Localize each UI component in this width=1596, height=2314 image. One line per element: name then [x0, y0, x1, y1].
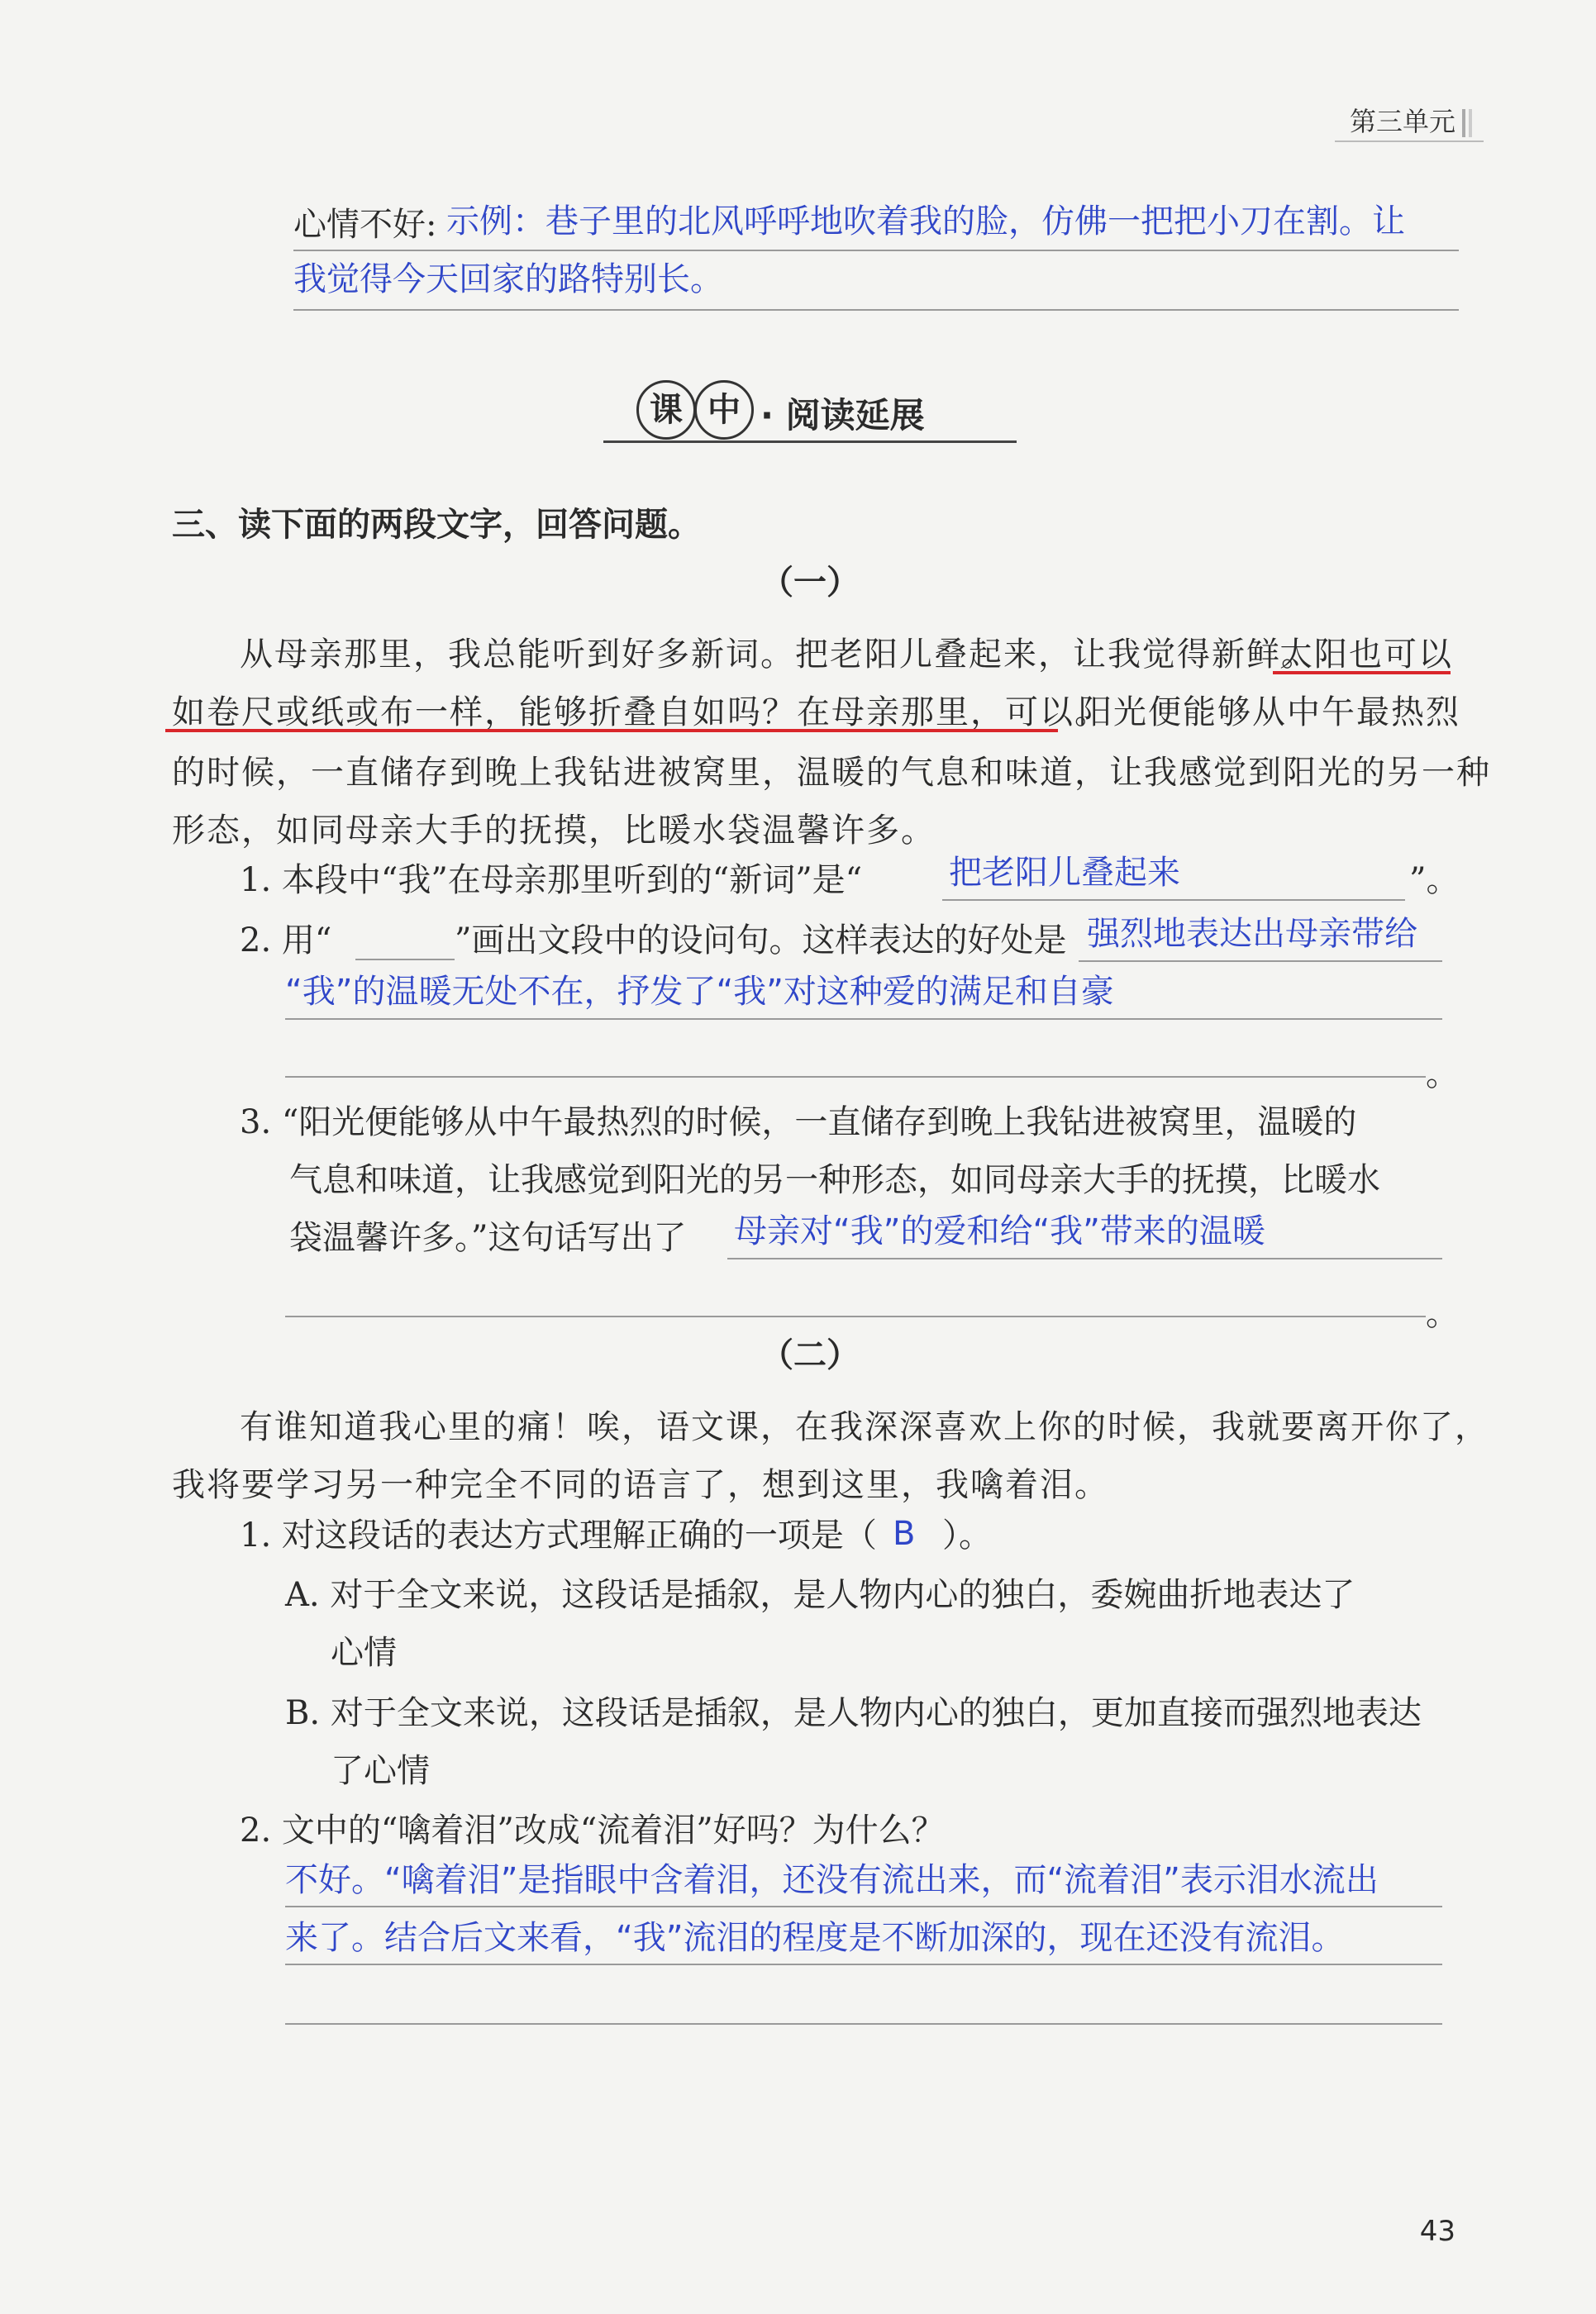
answer-line — [285, 1316, 1426, 1317]
section-banner — [595, 380, 1025, 455]
p2-q1-prefix: 1. 对这段话的表达方式理解正确的一项是（ — [240, 1516, 877, 1555]
answer-line — [285, 1076, 1426, 1078]
banner-title: · 阅读延展 — [760, 395, 925, 436]
p1-q1-prefix: 1. 本段中“我”在母亲那里听到的“新词”是“ — [240, 861, 863, 899]
banner-underline — [603, 440, 1017, 443]
p2-q2: 2. 文中的“噙着泪”改成“流着泪”好吗？为什么？ — [240, 1812, 945, 1850]
section-title: 三、读下面的两段文字，回答问题。 — [172, 506, 701, 544]
p1-q3-line3: 袋温馨许多。”这句话写出了 — [289, 1219, 687, 1257]
p2-line2: 我将要学习另一种完全不同的语言了，想到这里，我噙着泪。 — [172, 1466, 1109, 1504]
answer-line — [727, 1258, 1442, 1259]
p2-optA-line2: 心情 — [331, 1634, 397, 1672]
p1-line2a: 如卷尺或纸或布一样，能够折叠自如吗？在母亲那里，可以。 — [172, 693, 1109, 731]
answer-line — [285, 2023, 1442, 2025]
p2-q1-answer: B — [893, 1515, 916, 1553]
answer-line — [285, 1906, 1442, 1907]
red-underline — [1273, 671, 1451, 674]
header-divider — [1335, 140, 1484, 142]
p2-optB-line2: 了心情 — [331, 1752, 430, 1790]
part1-heading: （一） — [760, 564, 860, 602]
p1-line2b: 阳光便能够从中午最热烈 — [1079, 693, 1460, 731]
p1-q2-mid: ”画出文段中的设问句。这样表达的好处是 — [455, 921, 1067, 959]
answer-line — [293, 250, 1459, 251]
p2-q2-answer1: 不好。“噙着泪”是指眼中含着泪，还没有流出来，而“流着泪”表示泪水流出 — [285, 1861, 1379, 1899]
answer-line — [293, 309, 1459, 311]
part2-heading: （二） — [760, 1336, 860, 1374]
p1-line1a: 从母亲那里，我总能听到好多新词。把老阳儿叠起来，让我觉得新鲜。 — [240, 636, 1316, 674]
mood-answer-line2: 我觉得今天回家的路特别长。 — [293, 260, 723, 298]
p1-q3-line2: 气息和味道，让我感觉到阳光的另一种形态，如同母亲大手的抚摸，比暖水 — [289, 1161, 1380, 1199]
banner-char-zhong: 中 — [694, 380, 754, 440]
p1-q2-answer1: 强烈地表达出母亲带给 — [1087, 915, 1417, 953]
unit-header — [1350, 101, 1472, 139]
banner-char-ke: 课 — [636, 380, 696, 440]
p2-optB-line1: B. 对于全文来说，这段话是插叙，是人物内心的独白，更加直接而强烈地表达 — [285, 1694, 1422, 1732]
unit-header-label: 第三单元 — [1349, 106, 1455, 137]
mood-label: 心情不好: — [293, 206, 437, 244]
p2-q2-answer2: 来了。结合后文来看，“我”流泪的程度是不断加深的，现在还没有流泪。 — [285, 1919, 1345, 1957]
p1-line1b: 太阳也可以 — [1279, 636, 1453, 674]
p1-q3-answer: 母亲对“我”的爱和给“我”带来的温暖 — [734, 1212, 1265, 1250]
p1-q2-period: 。 — [1426, 1055, 1459, 1093]
answer-line — [285, 1018, 1442, 1020]
red-underline — [165, 729, 1058, 732]
p1-q2-prefix: 2. 用“ — [240, 921, 332, 959]
p1-q3-period: 。 — [1426, 1295, 1459, 1333]
p1-line4: 形态，如同母亲大手的抚摸，比暖水袋温馨许多。 — [172, 812, 936, 850]
answer-line — [285, 1964, 1442, 1965]
header-bar-icon — [1462, 109, 1465, 137]
p1-q2-answer2: “我”的温暖无处不在，抒发了“我”对这种爱的满足和自豪 — [285, 973, 1114, 1011]
p2-line1: 有谁知道我心里的痛！唉，语文课，在我深深喜欢上你的时候，我就要离开你了， — [240, 1408, 1489, 1446]
page-number: 43 — [1419, 2215, 1455, 2248]
p1-q3-line1: 3. “阳光便能够从中午最热烈的时候，一直储存到晚上我钻进被窝里，温暖的 — [240, 1103, 1357, 1141]
blank-line — [355, 959, 455, 960]
p1-q1-suffix: ”。 — [1409, 861, 1460, 899]
header-bar-icon — [1469, 109, 1472, 137]
answer-line — [1079, 960, 1442, 962]
p1-line3: 的时候，一直储存到晚上我钻进被窝里，温暖的气息和味道，让我感觉到阳光的另一种 — [172, 754, 1491, 792]
answer-line — [942, 899, 1405, 901]
p2-q1-suffix: ）。 — [942, 1516, 992, 1555]
mood-answer-line1: 示例：巷子里的北风呼呼地吹着我的脸，仿佛一把把小刀在割。让 — [446, 202, 1405, 240]
p2-optA-line1: A. 对于全文来说，这段话是插叙，是人物内心的独白，委婉曲折地表达了 — [285, 1576, 1355, 1614]
p1-q1-answer: 把老阳儿叠起来 — [949, 854, 1180, 892]
